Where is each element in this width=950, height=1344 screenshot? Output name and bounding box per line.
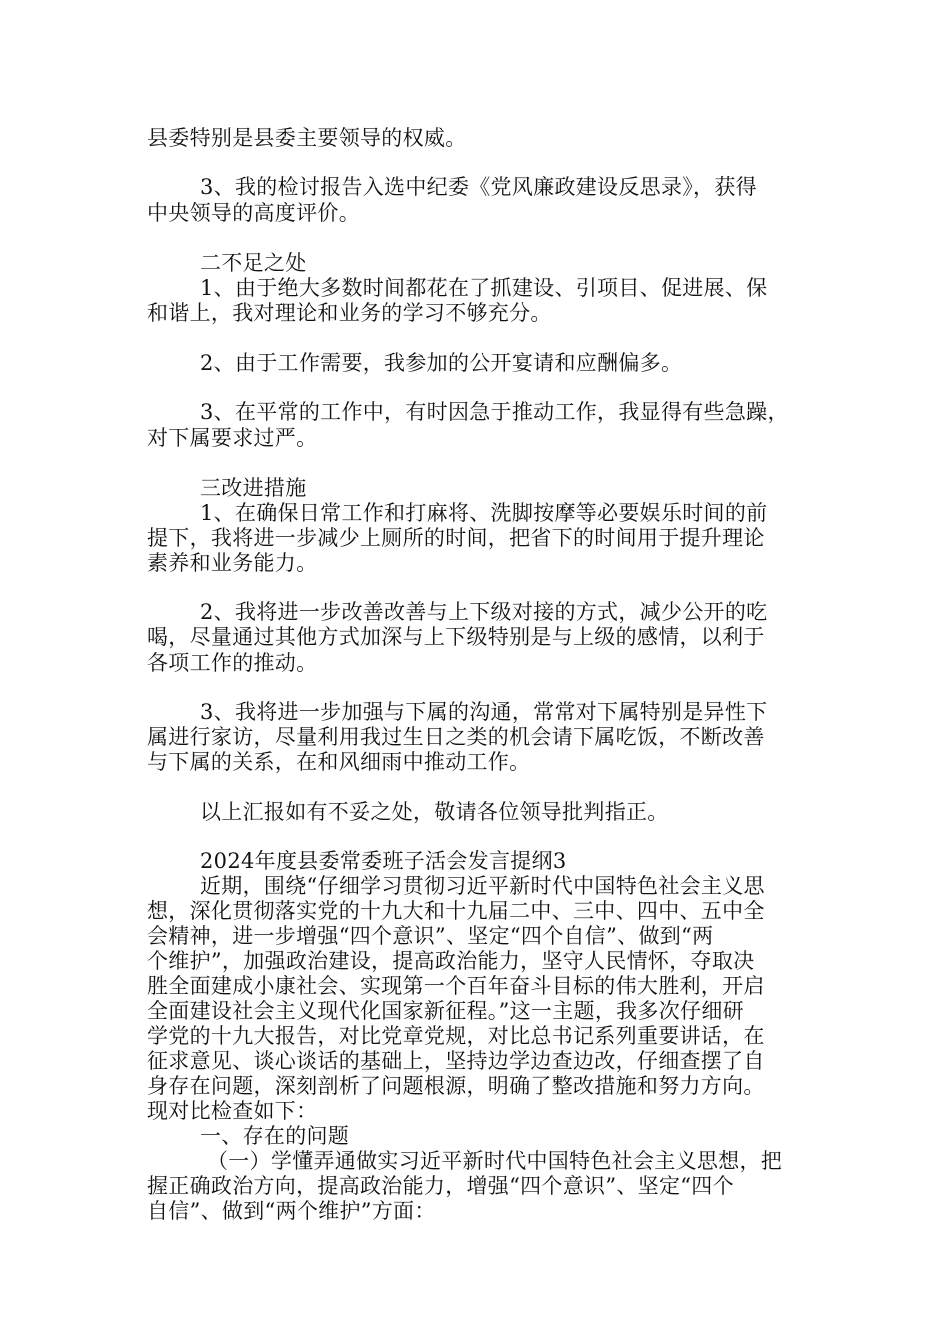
text-line: 和谐上，我对理论和业务的学习不够充分。 bbox=[147, 301, 552, 325]
text-line: 县委特别是县委主要领导的权威。 bbox=[147, 126, 467, 150]
document-title: 2024年度县委常委班子活会发言提纲3 bbox=[200, 849, 567, 873]
text-line: 与下属的关系，在和风细雨中推动工作。 bbox=[147, 750, 531, 774]
text-line: 素养和业务能力。 bbox=[147, 551, 318, 575]
text-line: 身存在问题，深刻剖析了问题根源，明确了整改措施和努力方向。 bbox=[147, 1074, 765, 1098]
text-line: 各项工作的推动。 bbox=[147, 651, 318, 675]
text-line: 喝，尽量通过其他方式加深与上下级特别是与上级的感情，以利于 bbox=[147, 625, 765, 649]
text-line: 1、在确保日常工作和打麻将、洗脚按摩等必要娱乐时间的前 bbox=[200, 501, 768, 525]
text-line: 中央领导的高度评价。 bbox=[147, 201, 360, 225]
text-line: 想，深化贯彻落实党的十九大和十九届二中、三中、四中、五中全 bbox=[147, 899, 765, 923]
text-line: （一）学懂弄通做实习近平新时代中国特色社会主义思想，把 bbox=[207, 1149, 783, 1173]
text-line: 近期，围绕“仔细学习贯彻习近平新时代中国特色社会主义思 bbox=[200, 874, 765, 898]
text-line: 以上汇报如有不妥之处，敬请各位领导批判指正。 bbox=[200, 800, 669, 824]
text-line: 1、由于绝大多数时间都花在了抓建设、引项目、促进展、保 bbox=[200, 276, 768, 300]
text-line: 征求意见、谈心谈话的基础上，坚持边学边查边改，仔细查摆了自 bbox=[147, 1049, 765, 1073]
text-line: 自信”、做到“两个维护”方面： bbox=[147, 1199, 436, 1223]
text-line: 2、由于工作需要，我参加的公开宴请和应酬偏多。 bbox=[200, 351, 683, 375]
section-heading: 一、存在的问题 bbox=[200, 1124, 350, 1148]
text-line: 个维护”，加强政治建设，提高政治能力，坚守人民情怀，夺取决 bbox=[147, 949, 755, 973]
text-line: 握正确政治方向，提高政治能力，增强“四个意识”、坚定“四个 bbox=[147, 1174, 734, 1198]
text-line: 3、我将进一步加强与下属的沟通，常常对下属特别是异性下 bbox=[200, 700, 768, 724]
text-line: 现对比检查如下： bbox=[147, 1099, 318, 1123]
text-line: 对下属要求过严。 bbox=[147, 426, 318, 450]
text-line: 3、我的检讨报告入选中纪委《党风廉政建设反思录》，获得 bbox=[200, 175, 757, 199]
section-heading: 三改进措施 bbox=[200, 476, 307, 500]
text-line: 全面建设社会主义现代化国家新征程。”这一主题，我多次仔细研 bbox=[147, 999, 744, 1023]
text-line: 提下，我将进一步减少上厕所的时间，把省下的时间用于提升理论 bbox=[147, 526, 765, 550]
section-heading: 二不足之处 bbox=[200, 251, 307, 275]
text-line: 3、在平常的工作中，有时因急于推动工作，我显得有些急躁， bbox=[200, 400, 789, 424]
text-line: 属进行家访，尽量利用我过生日之类的机会请下属吃饭，不断改善 bbox=[147, 725, 765, 749]
text-line: 学党的十九大报告，对比党章党规，对比总书记系列重要讲话，在 bbox=[147, 1024, 765, 1048]
text-line: 2、我将进一步改善改善与上下级对接的方式，减少公开的吃 bbox=[200, 600, 768, 624]
text-line: 会精神，进一步增强“四个意识”、坚定“四个自信”、做到“两 bbox=[147, 924, 714, 948]
text-line: 胜全面建成小康社会、实现第一个百年奋斗目标的伟大胜利，开启 bbox=[147, 974, 765, 998]
